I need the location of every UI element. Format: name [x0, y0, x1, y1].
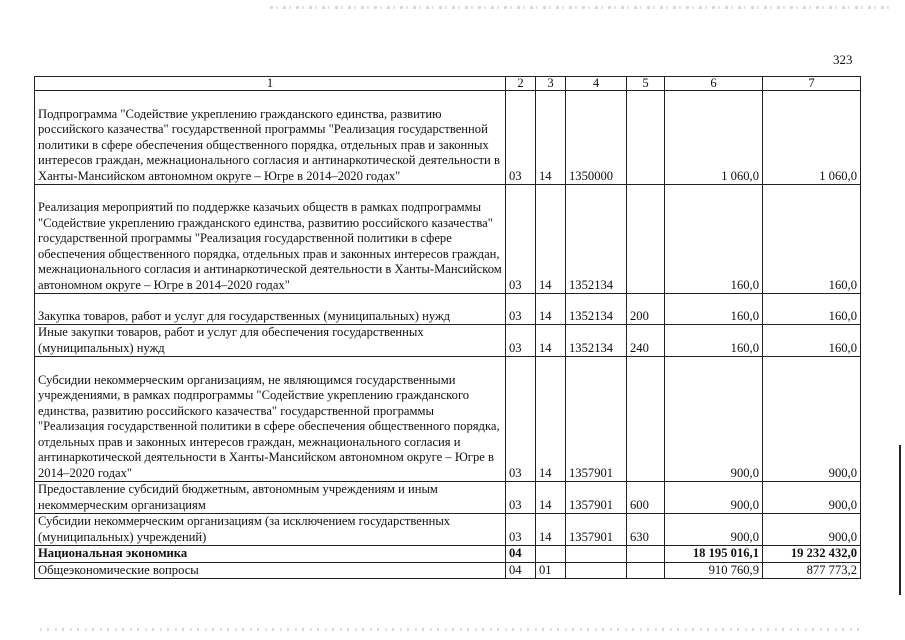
cell-subsection: 01	[536, 562, 566, 579]
table-row	[35, 91, 861, 185]
cell-section: 03	[506, 482, 536, 514]
cell-amount-2: 877 773,2	[763, 562, 861, 579]
cell-target-item: 1357901	[566, 482, 627, 514]
cell-section: 03	[506, 294, 536, 325]
budget-table	[34, 76, 861, 579]
cell-target-item: 1352134	[566, 185, 627, 294]
row-name: Субсидии некоммерческим организациям (за исключением государственных (муниципальных) учреждений)	[35, 514, 506, 546]
cell-subsection: 14	[536, 482, 566, 514]
cell-target-item: 1357901	[566, 357, 627, 482]
cell-amount-1: 900,0	[665, 482, 763, 514]
cell-subsection: 14	[536, 91, 566, 185]
row-name: Субсидии некоммерческим организациям, не являющимся государственными учреждениями, в рамках подпрограммы "Содействие укреплению гражданского единства, развитию российского казачества" государственной программы "Реализация государственной политики в сфере обеспечения общественного порядка, отдельных прав и законных интересов граждан, межнационального согласия и антинаркотической деятельности в Ханты-Мансийском автономном округе – Югре в 2014–2020 годах"	[35, 357, 506, 482]
cell-amount-2: 900,0	[763, 357, 861, 482]
cell-amount-2: 160,0	[763, 325, 861, 357]
page-number: 323	[833, 52, 853, 67]
cell-section: 03	[506, 514, 536, 546]
header-col-4: 4	[566, 77, 627, 91]
table-header-row	[35, 77, 861, 91]
scan-noise-bottom	[40, 628, 860, 631]
cell-subsection	[536, 546, 566, 563]
row-name: Реализация мероприятий по поддержке казачьих обществ в рамках подпрограммы "Содействие укреплению гражданского единства, развитию российского казачества" государственной программы "Реализация государственной политики в сфере обеспечения общественного порядка, отдельных прав и законных интересов граждан, межнационального согласия и антинаркотической деятельности в Ханты-Мансийском автономном округе – Югре в 2014–2020 годах"	[35, 185, 506, 294]
row-name: Предоставление субсидий бюджетным, автономным учреждениям и иным некоммерческим организациям	[35, 482, 506, 514]
cell-section: 04	[506, 562, 536, 579]
row-name: Общеэкономические вопросы	[35, 562, 506, 579]
cell-expense-type	[627, 357, 665, 482]
header-col-3: 3	[536, 77, 566, 91]
cell-amount-1: 160,0	[665, 185, 763, 294]
row-name: Подпрограмма "Содействие укреплению гражданского единства, развитию российского казачества" государственной программы "Реализация государственной политики в сфере обеспечения общественного порядка, отдельных прав и законных интересов граждан, межнационального согласия и антинаркотической деятельности в Ханты-Мансийском автономном округе – Югре в 2014–2020 годах"	[35, 91, 506, 185]
table-row	[35, 514, 861, 546]
cell-expense-type: 240	[627, 325, 665, 357]
cell-amount-1: 1 060,0	[665, 91, 763, 185]
cell-amount-2: 900,0	[763, 482, 861, 514]
cell-section: 03	[506, 325, 536, 357]
row-name: Национальная экономика	[35, 546, 506, 563]
cell-target-item: 1352134	[566, 294, 627, 325]
header-col-6: 6	[665, 77, 763, 91]
table-row-total	[35, 546, 861, 563]
cell-amount-2: 1 060,0	[763, 91, 861, 185]
cell-subsection: 14	[536, 325, 566, 357]
cell-amount-1: 910 760,9	[665, 562, 763, 579]
header-col-5: 5	[627, 77, 665, 91]
cell-subsection: 14	[536, 294, 566, 325]
row-name: Иные закупки товаров, работ и услуг для обеспечения государственных (муниципальных) нужд	[35, 325, 506, 357]
cell-section: 03	[506, 91, 536, 185]
cell-subsection: 14	[536, 514, 566, 546]
table-row	[35, 482, 861, 514]
cell-amount-2: 900,0	[763, 514, 861, 546]
cell-amount-1: 18 195 016,1	[665, 546, 763, 563]
cell-expense-type	[627, 546, 665, 563]
cell-target-item	[566, 562, 627, 579]
cell-section: 04	[506, 546, 536, 563]
header-col-2: 2	[506, 77, 536, 91]
cell-amount-1: 900,0	[665, 514, 763, 546]
cell-amount-1: 160,0	[665, 294, 763, 325]
cell-expense-type: 600	[627, 482, 665, 514]
row-name: Закупка товаров, работ и услуг для государственных (муниципальных) нужд	[35, 294, 506, 325]
cell-target-item: 1357901	[566, 514, 627, 546]
cell-expense-type	[627, 91, 665, 185]
cell-amount-1: 160,0	[665, 325, 763, 357]
cell-amount-2: 160,0	[763, 185, 861, 294]
cell-target-item	[566, 546, 627, 563]
table-row	[35, 562, 861, 579]
header-col-7: 7	[763, 77, 861, 91]
cell-expense-type	[627, 562, 665, 579]
header-col-1: 1	[35, 77, 506, 91]
cell-amount-2: 19 232 432,0	[763, 546, 861, 563]
table-row	[35, 185, 861, 294]
cell-target-item: 1352134	[566, 325, 627, 357]
table-row	[35, 357, 861, 482]
cell-target-item: 1350000	[566, 91, 627, 185]
cell-amount-1: 900,0	[665, 357, 763, 482]
cell-expense-type	[627, 185, 665, 294]
table-row	[35, 294, 861, 325]
cell-subsection: 14	[536, 357, 566, 482]
cell-expense-type: 630	[627, 514, 665, 546]
cell-subsection: 14	[536, 185, 566, 294]
table-row	[35, 325, 861, 357]
scan-margin-line	[899, 445, 901, 595]
cell-expense-type: 200	[627, 294, 665, 325]
cell-amount-2: 160,0	[763, 294, 861, 325]
scan-noise-top	[270, 6, 890, 9]
cell-section: 03	[506, 357, 536, 482]
cell-section: 03	[506, 185, 536, 294]
